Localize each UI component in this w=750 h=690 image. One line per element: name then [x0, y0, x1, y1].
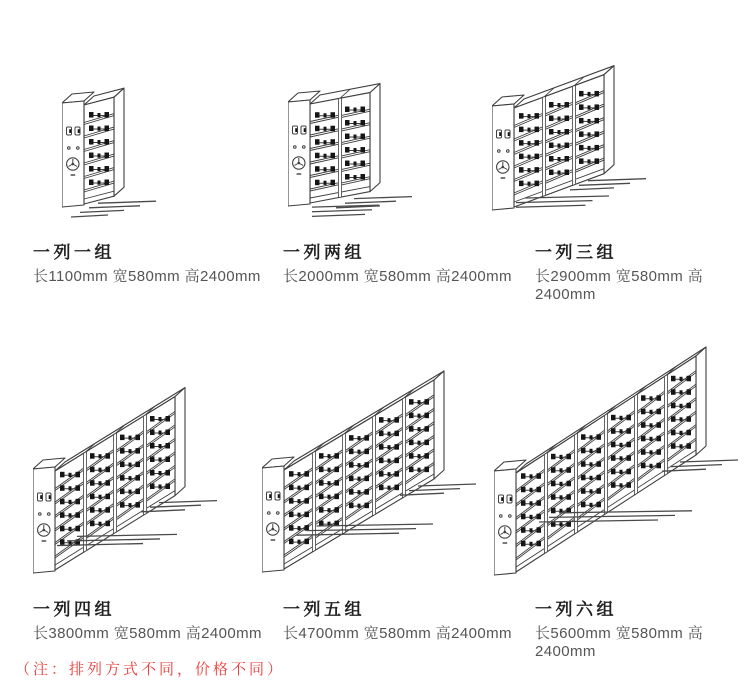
product-dimensions: 长4700mm 宽580mm 高2400mm [283, 625, 512, 642]
product-label-1 [33, 243, 261, 286]
shelving-illustration-6-group [494, 341, 750, 603]
product-dimensions: 长3800mm 宽580mm 高2400mm [33, 625, 262, 642]
product-label-2 [283, 243, 512, 286]
shelving-illustration-1-group [62, 82, 170, 235]
product-title: 一列两组 [283, 243, 365, 262]
product-label-5 [283, 600, 512, 643]
product-label-6 [535, 600, 750, 661]
product-title: 一列六组 [535, 600, 617, 619]
product-label-3 [535, 243, 750, 304]
product-title: 一列五组 [283, 600, 365, 619]
product-title: 一列三组 [535, 243, 617, 262]
product-dimensions: 长1100mm 宽580mm 高2400mm [33, 268, 261, 285]
product-title: 一列一组 [33, 243, 115, 262]
shelving-illustration-2-group [288, 77, 426, 234]
price-note: （注：排列方式不同，价格不同） [15, 661, 286, 678]
product-label-4 [33, 600, 262, 643]
shelving-illustration-5-group [262, 365, 490, 600]
product-dimensions: 长2900mm 宽580mm 高2400mm [535, 268, 704, 303]
product-title: 一列四组 [33, 600, 115, 619]
shelving-illustration-3-group [492, 59, 660, 238]
product-dimensions: 长5600mm 宽580mm 高2400mm [535, 625, 704, 660]
shelving-illustration-4-group [33, 381, 231, 601]
product-dimensions: 长2000mm 宽580mm 高2400mm [283, 268, 512, 285]
